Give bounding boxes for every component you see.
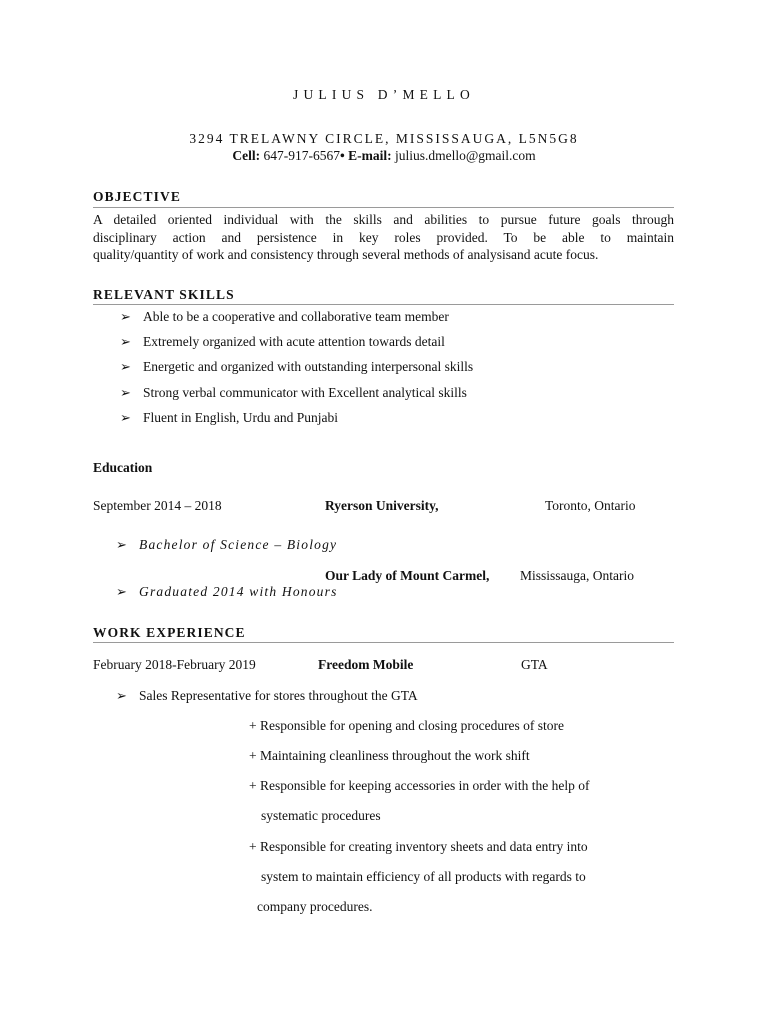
skill-item: ➢ Extremely organized with acute attention towards detail [120, 334, 445, 349]
objective-divider [93, 207, 674, 208]
work-role: ➢ Sales Representative for stores throughout the GTA [116, 688, 418, 703]
skill-item: ➢ Strong verbal communicator with Excellent analytical skills [120, 385, 467, 400]
education-degree: ➢ Bachelor of Science – Biology [116, 537, 338, 552]
skill-item: ➢ Energetic and organized with outstanding interpersonal skills [120, 359, 474, 374]
skill-item: ➢ Able to be a cooperative and collaborative team member [120, 309, 449, 324]
arrow-bullet-icon: ➢ [120, 309, 131, 324]
education-heading: Education [93, 460, 153, 475]
responsibility-line: + Responsible for opening and closing procedures of store [249, 718, 565, 733]
arrow-bullet-icon: ➢ [120, 385, 131, 400]
resume-name: JULIUS D’MELLO [293, 87, 475, 102]
email-label: • E-mail: [339, 148, 392, 163]
objective-line: quality/quantity of work and consistency through several methods of analysisand acute focus. [93, 247, 599, 262]
skills-heading: RELEVANT SKILLS [93, 287, 235, 302]
objective-line: disciplinary action and persistence in key roles provided. To be able to maintain [93, 229, 674, 245]
work-location: GTA [521, 657, 548, 672]
cell-value: 647-917-6567 [260, 148, 340, 163]
work-company: Freedom Mobile [318, 657, 414, 672]
arrow-bullet-icon: ➢ [120, 334, 131, 349]
work-dates: February 2018-February 2019 [93, 657, 256, 672]
objective-heading: OBJECTIVE [93, 189, 181, 204]
arrow-bullet-icon: ➢ [116, 584, 127, 599]
education-honours: ➢ Graduated 2014 with Honours [116, 584, 338, 599]
education-dates: September 2014 – 2018 [93, 498, 222, 513]
arrow-bullet-icon: ➢ [116, 688, 127, 703]
resume-address: 3294 TRELAWNY CIRCLE, MISSISSAUGA, L5N5G8 [189, 131, 579, 146]
skill-item: ➢ Fluent in English, Urdu and Punjabi [120, 410, 338, 425]
responsibility-line: + Responsible for creating inventory sheets and data entry into [249, 839, 588, 854]
education-school: Ryerson University, [325, 498, 439, 513]
contact-line [0, 148, 768, 164]
arrow-bullet-icon: ➢ [116, 537, 127, 552]
skills-divider [93, 304, 674, 305]
responsibility-line: system to maintain efficiency of all products with regards to [261, 869, 586, 884]
objective-line: A detailed oriented individual with the skills and abilities to pursue future goals through [93, 212, 674, 227]
highschool-location: Mississauga, Ontario [520, 568, 634, 583]
responsibility-line: + Responsible for keeping accessories in order with the help of [249, 778, 590, 793]
cell-label: Cell: [232, 148, 261, 163]
responsibility-line: systematic procedures [261, 808, 381, 823]
responsibility-line: + Maintaining cleanliness throughout the work shift [249, 748, 530, 763]
arrow-bullet-icon: ➢ [120, 410, 131, 425]
arrow-bullet-icon: ➢ [120, 359, 131, 374]
work-heading: WORK EXPERIENCE [93, 625, 246, 640]
highschool-name: Our Lady of Mount Carmel, [325, 568, 490, 583]
objective-text [93, 211, 674, 264]
work-divider [93, 642, 674, 643]
education-location: Toronto, Ontario [545, 498, 636, 513]
email-value: julius.dmello@gmail.com [391, 148, 536, 163]
responsibility-line: company procedures. [257, 899, 373, 914]
